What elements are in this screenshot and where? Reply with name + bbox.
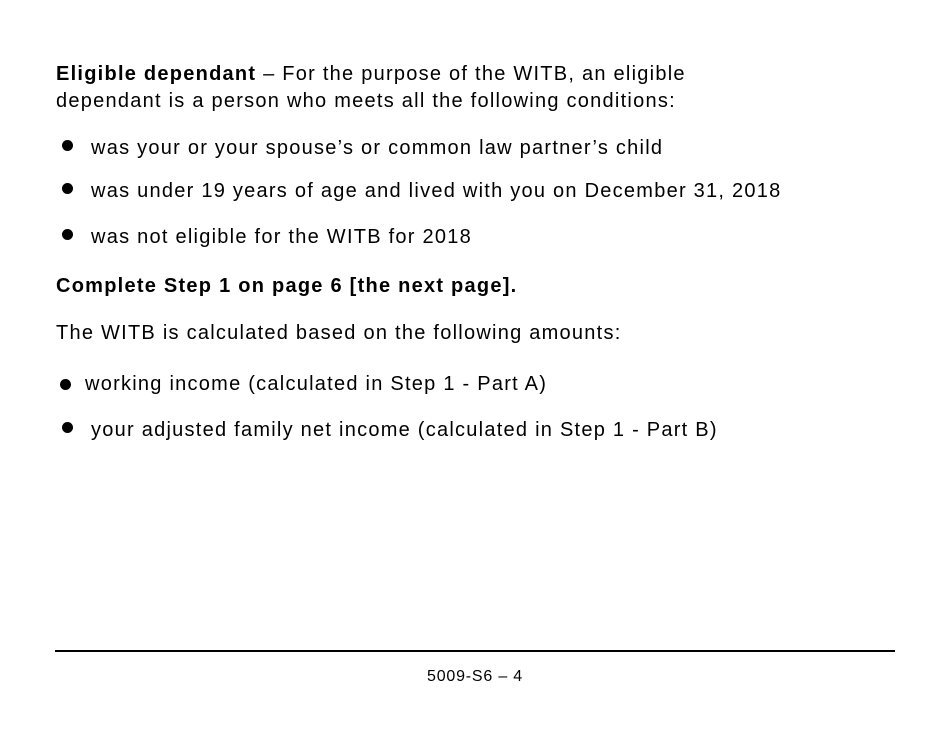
condition-item-2: was under 19 years of age and lived with you on December 31, 2018 [91, 180, 782, 202]
calculation-intro: The WITB is calculated based on the following amounts: [56, 322, 622, 344]
amount-item-1: working income (calculated in Step 1 - Part A) [85, 373, 548, 395]
page-number: 5009-S6 – 4 [427, 668, 523, 685]
definition-line-1 [56, 61, 686, 88]
definition-intro-1: – For the purpose of the WITB, an eligible [256, 63, 686, 85]
bullet-icon [62, 140, 73, 151]
bullet-icon [60, 379, 71, 390]
instruction-text: Complete Step 1 on page 6 [the next page]. [56, 275, 518, 297]
eligible-dependant-term: Eligible dependant [56, 63, 257, 85]
bullet-icon [62, 422, 73, 433]
footer-divider [55, 650, 895, 652]
amount-item-2: your adjusted family net income (calculated in Step 1 - Part B) [91, 419, 718, 441]
bullet-icon [62, 229, 73, 240]
condition-item-3: was not eligible for the WITB for 2018 [91, 226, 472, 248]
bullet-icon [62, 183, 73, 194]
definition-intro-2: dependant is a person who meets all the following conditions: [56, 90, 676, 112]
condition-item-1: was your or your spouse’s or common law partner’s child [91, 137, 664, 159]
